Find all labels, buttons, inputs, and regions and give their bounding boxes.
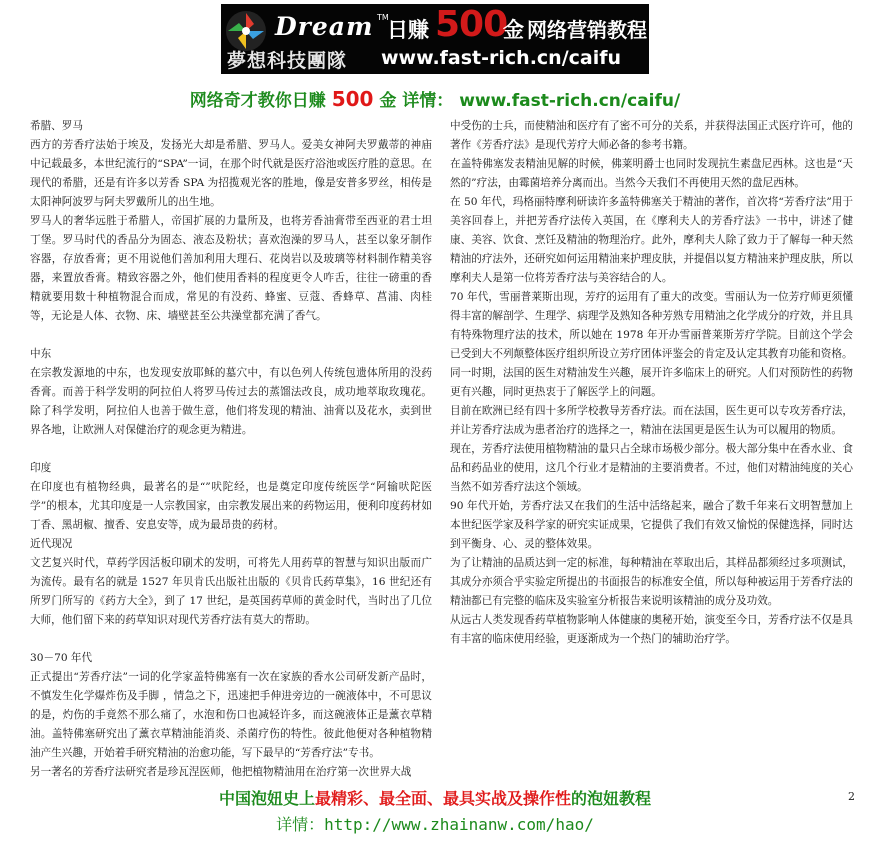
paragraph-gap xyxy=(30,630,432,649)
paragraph: 罗马人的奢华远胜于希腊人，帝国扩展的力量所及，也将芳香油膏带至西亚的君士坦丁堡。罗马时代的香品分为固态、液态及粉状；喜欢泡澡的罗马人，甚至以象牙制作容器，存放香膏；更不用说他们善加利用大理石、花岗岩以及玻璃等材料制作精美容器，来置放香膏。精致容器之外，他们使用香料的程度更令人咋舌，往往一磅重的香精就要用数十种植物混合而成，常见的有没药、蜂蜜、豆蔻、香蜂草、菖浦、肉桂等，无论是人体、衣物、床、墙壁甚至公共澡堂都充满了香气。 xyxy=(30,215,432,322)
paragraph: 目前在欧洲已经有四十多所学校教导芳香疗法。而在法国，医生更可以专攻芳香疗法，并让芳香疗法成为患者治疗的选择之一，精油在法国更是医生认为可以履用的物质。 xyxy=(450,405,853,436)
section-heading: 30－70 年代 xyxy=(30,652,93,664)
paragraph: 在 50 年代，玛格丽特摩利研读许多盖特佛塞关于精油的著作，首次将“芳香疗法”用于美容回春上，并把芳香疗法传入英国，在《摩利夫人的芳香疗法》一书中，讲述了健康、美容、饮食、烹饪及精油的物理治疗。此外，摩利夫人除了致力于了解每一种天然精油的疗法外，还研究如何运用精油来护理皮肤，并提倡以复方精油来护理皮肤，所以摩利夫人是第一位将芳香疗法与美容结合的人。 xyxy=(450,196,853,284)
paragraph: 近代现况 xyxy=(30,538,73,550)
earn-prefix: 日赚 xyxy=(387,18,429,42)
right-column xyxy=(450,117,853,649)
tagline-amount: 500 xyxy=(331,87,374,111)
tagline-suffix: 金 详情： xyxy=(379,91,454,111)
paragraph: 90 年代开始，芳香疗法又在我们的生活中活络起来，融合了数千年来石文明智慧加上本世纪医学家及科学家的研究实证成果，它提供了我们有效又愉悦的保健选择，同时达到平衡身、心、灵的整体效果。 xyxy=(450,500,853,550)
header-banner xyxy=(221,4,649,74)
section-heading: 中东 xyxy=(30,348,52,360)
footer-headline xyxy=(0,786,870,809)
earn-amount: 500 xyxy=(435,4,508,45)
paragraph: 在印度也有植物经典，最著名的是“”吠陀经，也是奠定印度传统医学“阿输吠陀医学”的根本，尤其印度是一人宗教国家，由宗教发展出来的药物运用，便利印度药材如丁香、黑胡椒、擅香、安息安等，成为最昂贵的药材。 xyxy=(30,481,432,531)
section-heading: 希腊、罗马 xyxy=(30,120,83,132)
footer-highlight: 最精彩、最全面、最具实战及操作性 xyxy=(314,789,571,808)
paragraph: 另一著名的芳香疗法研究者是珍瓦涅医师，他把植物精油用在治疗第一次世界大战 xyxy=(30,766,412,778)
paragraph: 从远古人类发现香药草植物影响人体健康的奥秘开始，演变至今日，芳香疗法不仅是具有丰富的临床使用经验，更逐渐成为一个热门的辅助治疗学。 xyxy=(450,614,853,645)
paragraph: 中受伤的士兵，而使精油和医疗有了密不可分的关系，并获得法国正式医疗许可，他的著作《芳香疗法》是现代芳疗大师必备的参考书籍。 xyxy=(450,120,853,151)
tagline xyxy=(0,86,870,111)
paragraph: 正式提出“芳香疗法”一词的化学家盖特佛塞有一次在家族的香水公司研发新产品时，不慎发生化学爆炸伤及手脚 ，情急之下，迅速把手伸进旁边的一碗液体中，不可思议的是，灼伤的手竟然不那么痛了，水泡和伤口也减轻许多，而这碗液体正是薰衣草精油。盖特佛塞研究出了薰衣草精油能消炎、杀菌疗伤的特性。彼此他便对各种植物精油产生兴趣，开始着手研究精油的治愈功能，写下最早的“芳香疗法”专书。 xyxy=(30,671,432,759)
left-column xyxy=(30,117,432,782)
paragraph: 在盖特佛塞发表精油见解的时候，佛莱明爵士也同时发现抗生素盘尼西林。这也是“天然的”疗法，由霉菌培养分离而出。当然今天我们不再使用天然的盘尼西林。 xyxy=(450,158,853,189)
section-heading: 印度 xyxy=(30,462,52,474)
team-name: 夢想科技團隊 xyxy=(227,50,348,72)
footer-text-c: 的泡妞教程 xyxy=(571,789,652,808)
paragraph: 西方的芳香疗法始于埃及，发扬光大却是希腊、罗马人。爱美女神阿夫罗戴蒂的神庙中记载最多，本世纪流行的“SPA”一词，在那个时代就是医疗浴池或医疗胜的意思。在现代的希腊，还是有许多以芳香 SPA 为招揽观光客的胜地，像是安普多罗丝，相传是太阳神阿波罗与阿夫罗戴所儿的出生地。 xyxy=(30,139,432,208)
earn-suffix: 金 xyxy=(503,18,524,42)
paragraph-gap xyxy=(30,440,432,459)
paragraph: 现在，芳香疗法使用植物精油的量只占全球市场极少部分。极大部分集中在香水业、食品和药品业的使用，这几个行业才是精油的主要消费者。不过，他们对精油纯度的关心当然不如芳香疗法这个领域。 xyxy=(450,443,853,493)
tagline-prefix: 网络奇才教你日赚 xyxy=(189,91,326,111)
brand-name: Dream xyxy=(275,12,374,41)
page-number: 2 xyxy=(848,790,855,803)
footer-link[interactable]: 详情：http://www.zhainanw.com/hao/ xyxy=(276,815,594,834)
paragraph: 为了让精油的品质达到一定的标准，每种精油在萃取出后，其样品都须经过多项测试，其成分亦须合乎实验定所提出的书面报告的标准安全值，所以每种被运用于芳香疗法的精油都已有完整的临床及实验室分析报告来说明该精油的成分及功效。 xyxy=(450,557,853,607)
banner-url: www.fast-rich.cn/caifu xyxy=(381,47,622,69)
paragraph: 同一时期，法国的医生对精油发生兴趣，展开许多临床上的研究。人们对预防性的药物更有兴趣，同时更热衷于了解医学上的问题。 xyxy=(450,367,853,398)
paragraph: 在宗教发源地的中东，也发现安放耶稣的墓穴中，有以色列人传统包遗体所用的没药香膏。而善于科学发明的阿拉伯人将罗马传过去的蒸馏法改良，成功地萃取玫瑰花。除了科学发明，阿拉伯人也善于做生意，他们将发现的精油、油膏以及花水，卖到世界各地，让欧洲人对保健治疗的观念更为精进。 xyxy=(30,367,432,436)
trademark-mark: TM xyxy=(377,13,389,22)
tagline-link[interactable]: www.fast-rich.cn/caifu/ xyxy=(459,91,681,111)
paragraph: 文艺复兴时代，草药学因活板印刷术的发明，可将先人用药草的智慧与知识出版而广为流传。最有名的就是 1527 年贝肯氏出版社出版的《贝肯氏药草集》，16 世纪还有所罗门所写的《药方大全》，到了 17 世纪，是英国药草师的黄金时代，当时出了几位大师，他们留下来的药草知识对现代芳香疗法有莫大的帮助。 xyxy=(30,557,432,626)
paragraph: 70 年代，雪丽普莱斯出现，芳疗的运用有了重大的改变。雪丽认为一位芳疗师更须懂得丰富的解剖学、生理学、病理学及熟知各种芳熟专用精油之化学成分的疗效，并且具有特殊物理疗法的技术，所以她在 1978 年开办雪丽普莱斯芳疗学院。目前这个学会已受到大不列颠整体医疗组织所设立芳疗团体评鉴会的肯定及认定其教育功能和资格。 xyxy=(450,291,853,360)
footer-text-a: 中国泡妞史上 xyxy=(218,789,315,808)
paragraph-gap xyxy=(30,326,432,345)
course-title: 网络营销教程 xyxy=(527,18,647,42)
